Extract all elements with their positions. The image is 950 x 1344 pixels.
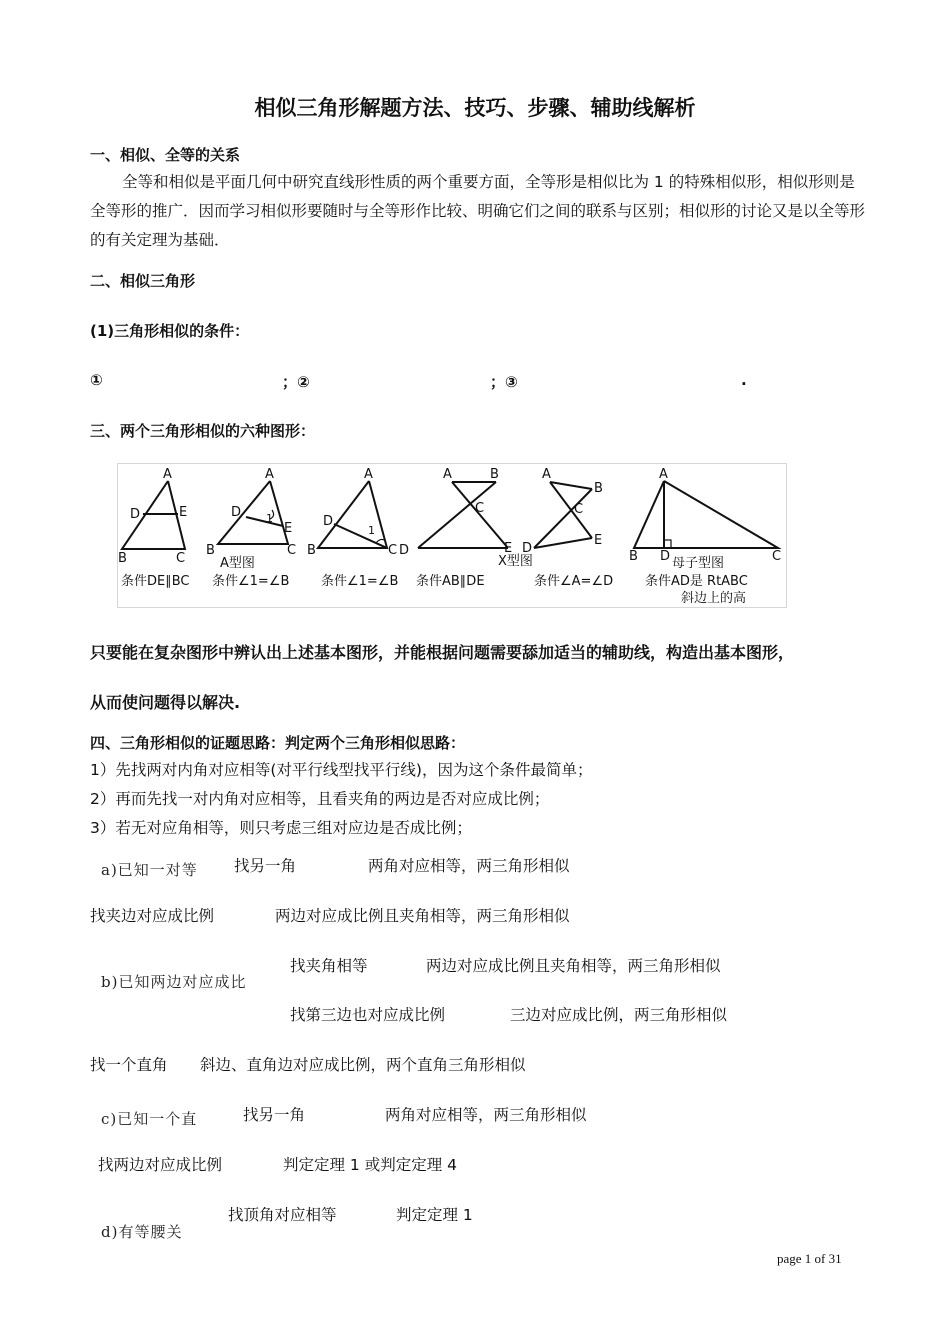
condition-2: 条件∠1=∠B <box>212 574 290 589</box>
case-b1-result: 两边对应成比例且夹角相等，两三角形相似 <box>426 957 721 975</box>
section1-paragraph: 全等和相似是平面几何中研究直线形性质的两个重要方面，全等形是相似比为 1 的特殊相似形，相似形则是全等形的推广．因而学习相似形要随时与全等形作比较、明确它们之间的联系与区别；相似形的讨论又是以全等形的有关定理为基础． <box>90 173 866 249</box>
section1-heading: 一、相似、全等的关系 <box>90 146 241 164</box>
condition-blank-1: ① <box>90 371 103 389</box>
section3-heading: 三、两个三角形相似的六种图形： <box>90 422 316 440</box>
figure5-line-ab <box>550 482 592 489</box>
page-footer: page 1 of 31 <box>777 1251 842 1266</box>
condition-6b: 斜边上的高 <box>681 591 747 606</box>
case-a-label: a)已知一对等 <box>101 861 198 879</box>
figure2-line-de <box>246 517 283 526</box>
figure3-label-one: 1 <box>368 524 375 537</box>
case-c1-result: 两角对应相等，两三角形相似 <box>385 1106 587 1124</box>
case-c1-find: 找另一角 <box>243 1106 306 1124</box>
case-b3-find: 找一个直角 <box>90 1056 168 1074</box>
figure6-label-d: D <box>660 549 671 564</box>
figure6-label-b: B <box>629 549 638 564</box>
figure3-label-c: C <box>388 543 398 558</box>
case-d1-find: 找顶角对应相等 <box>228 1206 337 1224</box>
case-a-find: 找另一角 <box>234 857 297 875</box>
x-type-caption: X型图 <box>498 554 533 569</box>
case-b2-result: 三边对应成比例，两三角形相似 <box>510 1006 728 1024</box>
figure2-label-a: A <box>265 467 274 482</box>
figure5-label-d: D <box>522 541 533 556</box>
a-type-caption: A型图 <box>220 556 255 571</box>
section2-subheading: (1)三角形相似的条件： <box>90 322 250 340</box>
step-2: 2）再而先找一对内角对应相等，且看夹角的两边是否对应成比例； <box>90 790 550 808</box>
figure6-label-c: C <box>772 549 782 564</box>
figure4-line-bd <box>418 482 496 548</box>
step-1: 1）先找两对内角对应相等(对平行线型找平行线)，因为这个条件最简单； <box>90 761 593 779</box>
figure5-label-e: E <box>594 533 603 548</box>
section4-heading: 四、三角形相似的证题思路：判定两个三角形相似思路： <box>90 734 466 752</box>
condition-blank-end: . <box>741 371 747 389</box>
figure4-label-c: C <box>475 501 485 516</box>
figure2-triangle <box>218 481 288 544</box>
case-d-label: d)有等腰关 <box>101 1223 183 1241</box>
condition-3: 条件∠1=∠B <box>321 574 399 589</box>
page-title: 相似三角形解题方法、技巧、步骤、辅助线解析 <box>254 96 696 120</box>
condition-5: 条件∠A=∠D <box>534 574 614 589</box>
figure5-label-b: B <box>594 481 603 496</box>
figure4-label-b: B <box>490 467 499 482</box>
case-b2-find: 找第三边也对应成比例 <box>290 1006 446 1024</box>
case-a2-find: 找夹边对应成比例 <box>90 907 215 925</box>
emphasis-line-1: 只要能在复杂图形中辨认出上述基本图形，并能根据问题需要舔加适当的辅助线，构造出基本图形， <box>90 643 795 662</box>
case-b-label: b)已知两边对应成比 <box>101 973 247 991</box>
figure1-label-d: D <box>130 507 141 522</box>
case-c-label: c)已知一个直 <box>101 1110 198 1128</box>
figure4-label-a: A <box>443 467 452 482</box>
figure1-label-a: A <box>163 467 172 482</box>
figure3-label-a: A <box>364 467 373 482</box>
figure3-angle-mark <box>376 539 384 543</box>
step-3: 3）若无对应角相等，则只考虑三组对应边是否成比例； <box>90 819 472 837</box>
case-b3-result: 斜边、直角边对应成比例，两个直角三角形相似 <box>200 1056 526 1074</box>
figure4-label-e: E <box>504 541 513 556</box>
case-c2-result: 判定定理 1 或判定定理 4 <box>283 1156 458 1174</box>
figure1-label-b: B <box>118 551 127 566</box>
figure3-line-dc <box>334 524 387 548</box>
section2-heading: 二、相似三角形 <box>90 272 196 290</box>
figure2-label-e: E <box>284 521 293 536</box>
case-c2-find: 找两边对应成比例 <box>98 1156 223 1174</box>
figure3-label-b: B <box>307 543 316 558</box>
figure3-label-d2: D <box>399 543 410 558</box>
case-a-result: 两角对应相等，两三角形相似 <box>368 857 570 875</box>
figure5-label-a: A <box>542 467 551 482</box>
figure1-label-e: E <box>179 505 188 520</box>
figure5-label-c: C <box>574 502 584 517</box>
figure2-label-d: D <box>231 505 242 520</box>
figure3-label-d: D <box>323 514 334 529</box>
emphasis-line-2: 从而使问题得以解决. <box>90 693 241 712</box>
figure2-label-c: C <box>287 543 297 558</box>
figure6-right-angle-mark <box>664 540 671 548</box>
figure2-label-b: B <box>206 543 215 558</box>
condition-4: 条件AB∥DE <box>416 574 485 589</box>
mother-type-caption: 母子型图 <box>672 556 725 571</box>
condition-1: 条件DE∥BC <box>121 574 190 589</box>
figure6-label-a: A <box>659 467 668 482</box>
condition-blank-3: ；③ <box>490 373 518 391</box>
case-b1-find: 找夹角相等 <box>290 957 368 975</box>
figure1-label-c: C <box>176 551 186 566</box>
figure2-label-one: 1 <box>266 512 273 525</box>
figure6-triangle <box>634 481 778 548</box>
condition-blank-2: ；② <box>282 373 310 391</box>
six-similar-triangle-figures <box>117 463 787 608</box>
condition-6a: 条件AD是 RtABC <box>645 574 748 589</box>
case-d1-result: 判定定理 1 <box>396 1206 473 1224</box>
case-a2-result: 两边对应成比例且夹角相等，两三角形相似 <box>275 907 570 925</box>
